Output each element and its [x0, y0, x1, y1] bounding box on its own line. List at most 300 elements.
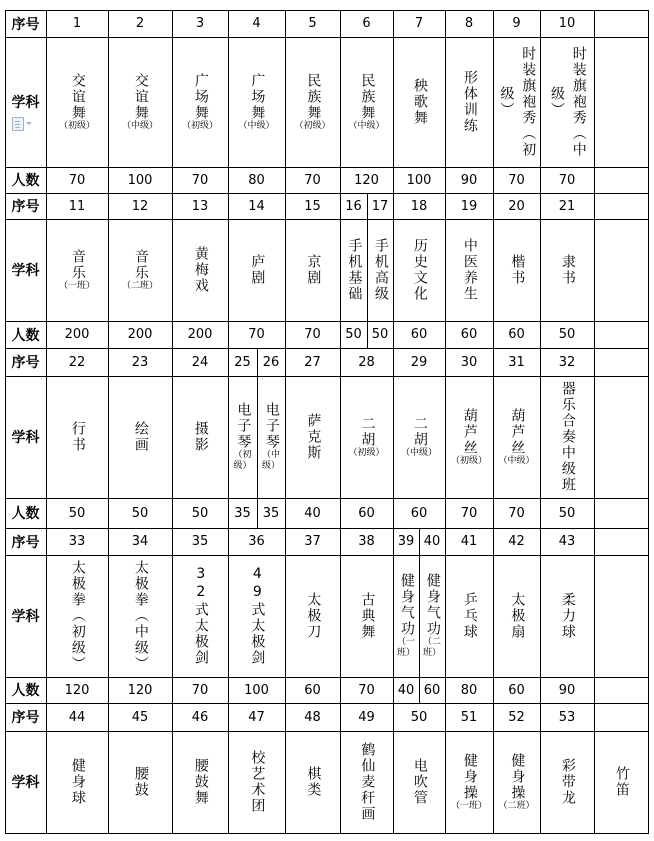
- seq-number-text: 30: [460, 354, 478, 370]
- subject-name: 二胡: [359, 415, 376, 448]
- subject-level: （二班）: [498, 800, 535, 811]
- seq-number-text: 50: [410, 709, 428, 725]
- subject-cell: [445, 376, 493, 498]
- subject-cell: [540, 376, 594, 498]
- seq-number: [340, 193, 367, 219]
- seq-number-text: 15: [304, 198, 321, 214]
- col-line: [594, 348, 595, 528]
- enrollment-count: [393, 321, 445, 348]
- enrollment-count: [108, 498, 172, 528]
- subject-cell: [493, 219, 540, 321]
- subject-cell: [445, 219, 493, 321]
- seq-number: [257, 348, 285, 376]
- subject-label-text: 学科: [11, 95, 40, 111]
- subject-level: （中级）: [498, 455, 535, 466]
- document-icon[interactable]: [12, 117, 24, 131]
- enrollment-count: [228, 498, 257, 528]
- enrollment-count: [445, 498, 493, 528]
- subject-cell: [340, 376, 393, 498]
- subject-level: （中级）: [348, 120, 385, 131]
- enrollment-count: [493, 321, 540, 348]
- seq-number: [393, 703, 445, 731]
- subject-cell: [445, 731, 493, 833]
- subject-cell: [108, 219, 172, 321]
- subject-cell: [594, 731, 648, 833]
- subject-name: 太极刀: [305, 592, 322, 640]
- enrollment-count-text: 60: [304, 682, 321, 698]
- enrollment-count-text: 120: [354, 172, 379, 188]
- border-line: [648, 348, 649, 528]
- seq-number: [493, 348, 540, 376]
- seq-number: [46, 10, 108, 37]
- enrollment-count-text: 90: [558, 682, 576, 698]
- enrollment-count: [257, 498, 285, 528]
- seq-number: [393, 193, 445, 219]
- enrollment-count-text: 200: [64, 327, 90, 342]
- subject-name: 庐剧: [249, 254, 266, 286]
- seq-number-text: 31: [508, 354, 525, 370]
- enrollment-count: [228, 321, 285, 348]
- subject-name: 广场舞: [249, 72, 266, 121]
- seq-number-text: 41: [460, 534, 478, 549]
- subject-name: 黄梅戏: [192, 246, 209, 294]
- enrollment-count: [393, 677, 419, 703]
- subject-name: 竹笛: [613, 766, 630, 798]
- col-line: [594, 528, 595, 703]
- seq-number: [493, 10, 540, 37]
- seq-number: [493, 193, 540, 219]
- subject-name: 民族舞: [305, 72, 322, 121]
- subject-label: [5, 376, 46, 498]
- enrollment-count-text: 70: [508, 505, 525, 521]
- enrollment-count: [285, 498, 340, 528]
- seq-number-text: 39: [397, 534, 415, 549]
- subject-label-text: 学科: [11, 775, 40, 791]
- subject-level: （中级）: [121, 120, 158, 131]
- subject-cell: [172, 555, 228, 677]
- subject-cell: [108, 376, 172, 498]
- subject-label-text: 学科: [11, 609, 40, 625]
- seq-number-text: 42: [508, 534, 525, 549]
- subject-name: 电吹管: [411, 758, 428, 806]
- seq-number: [445, 528, 493, 555]
- subject-cell: [257, 376, 285, 498]
- seq-number: [172, 703, 228, 731]
- enrollment-count: [445, 321, 493, 348]
- enrollment-count-text: 35: [234, 505, 251, 521]
- count-label: [5, 167, 46, 193]
- enrollment-count-text: 80: [248, 172, 265, 188]
- subject-cell: [493, 376, 540, 498]
- seq-number: [419, 528, 445, 555]
- enrollment-count-text: 50: [68, 505, 86, 521]
- subject-cell: [340, 37, 393, 167]
- seq-number-text: 13: [191, 198, 209, 214]
- seq-number: [540, 348, 594, 376]
- subject-level: （初级）: [58, 120, 95, 131]
- subject-cell: [172, 376, 228, 498]
- seq-number-text: 24: [191, 354, 209, 370]
- seq-label-text: 序号: [11, 534, 40, 551]
- seq-number-text: 51: [460, 709, 478, 725]
- seq-number: [172, 193, 228, 219]
- seq-label: [5, 193, 46, 219]
- enrollment-count-text: 200: [127, 327, 153, 342]
- subject-cell: [393, 555, 419, 677]
- seq-number-text: 48: [304, 709, 321, 725]
- subject-cell: [228, 37, 285, 167]
- subject-level: （初级）: [450, 455, 487, 466]
- subject-cell: [493, 37, 540, 167]
- enrollment-count: [419, 677, 445, 703]
- enrollment-count-text: 70: [508, 172, 525, 188]
- subject-name: 健身球: [69, 758, 86, 806]
- border-line: [648, 193, 649, 348]
- seq-number-text: 49: [358, 709, 375, 725]
- subject-cell: [540, 555, 594, 677]
- seq-number: [445, 703, 493, 731]
- subject-level: （中级）: [400, 447, 437, 458]
- enrollment-count-text: 70: [68, 172, 86, 188]
- subject-name: 时装旗袍秀（中级）: [549, 46, 587, 158]
- subject-name: 腰鼓: [132, 766, 149, 798]
- enrollment-count-text: 100: [406, 172, 432, 188]
- enrollment-count-text: 60: [410, 505, 428, 521]
- subject-name: 京剧: [305, 254, 322, 286]
- seq-number: [228, 193, 285, 219]
- subject-name: 行书: [69, 421, 86, 453]
- seq-number: [228, 10, 285, 37]
- enrollment-count: [340, 498, 393, 528]
- subject-name: 历史文化: [411, 238, 428, 302]
- seq-number: [285, 193, 340, 219]
- enrollment-count-text: 60: [460, 327, 478, 342]
- enrollment-count: [393, 167, 445, 193]
- subject-cell: [46, 731, 108, 833]
- seq-number-text: 8: [464, 16, 474, 31]
- subject-name: 彩带龙: [559, 758, 576, 806]
- seq-number-text: 53: [558, 709, 576, 725]
- subject-name: 柔力球: [559, 592, 576, 640]
- enrollment-count: [228, 677, 285, 703]
- subject-cell: [340, 219, 367, 321]
- enrollment-count-text: 50: [131, 505, 149, 521]
- subject-cell: [46, 219, 108, 321]
- subject-name: 二胡: [411, 415, 428, 448]
- seq-number-text: 35: [191, 534, 209, 549]
- enrollment-count-text: 60: [508, 682, 525, 698]
- seq-number-text: 17: [371, 198, 389, 214]
- subject-level: （初级）: [181, 120, 218, 131]
- seq-number-text: 4: [252, 16, 261, 31]
- enrollment-count-text: 70: [248, 327, 265, 342]
- subject-cell: [46, 376, 108, 498]
- enrollment-count: [540, 498, 594, 528]
- subject-level: （二班）: [121, 280, 158, 291]
- subject-cell: [108, 731, 172, 833]
- subject-name: 广场舞: [192, 72, 209, 121]
- enrollment-count-text: 70: [358, 682, 375, 698]
- seq-number-text: 1: [72, 16, 82, 31]
- seq-number-text: 34: [131, 534, 149, 549]
- seq-number: [285, 348, 340, 376]
- seq-number-text: 18: [410, 198, 428, 214]
- subject-cell: [172, 731, 228, 833]
- seq-number: [228, 703, 285, 731]
- seq-number: [540, 193, 594, 219]
- subject-cell: [46, 37, 108, 167]
- subject-level: （初级）: [233, 450, 252, 471]
- enrollment-count: [172, 677, 228, 703]
- seq-number-text: 38: [358, 534, 375, 549]
- col-line: [594, 10, 595, 193]
- subject-name: 手机高级: [372, 238, 389, 302]
- subject-cell: [367, 219, 393, 321]
- enrollment-count: [285, 167, 340, 193]
- count-label-text: 人数: [11, 327, 40, 344]
- enrollment-count-text: 60: [358, 505, 375, 521]
- subject-name: 健身气功: [424, 573, 441, 638]
- enrollment-count: [172, 321, 228, 348]
- seq-number: [445, 193, 493, 219]
- subject-name: 32式太极剑: [192, 566, 209, 666]
- subject-name: 健身操: [509, 752, 526, 801]
- seq-label-text: 序号: [11, 199, 40, 215]
- enrollment-count-text: 35: [262, 505, 280, 521]
- subject-name: 交谊舞: [69, 72, 86, 121]
- subject-cell: [340, 555, 393, 677]
- subject-name: 太极扇: [509, 592, 526, 640]
- enrollment-count: [228, 167, 285, 193]
- subject-level: （中级）: [238, 120, 275, 131]
- subject-cell: [285, 219, 340, 321]
- enrollment-count: [172, 498, 228, 528]
- seq-label: [5, 10, 46, 37]
- seq-number: [493, 703, 540, 731]
- seq-label: [5, 703, 46, 731]
- enrollment-count: [445, 677, 493, 703]
- enrollment-count: [46, 498, 108, 528]
- enrollment-count-text: 50: [558, 327, 576, 342]
- seq-number-text: 32: [558, 354, 576, 370]
- seq-number: [228, 528, 285, 555]
- seq-number-text: 46: [191, 709, 209, 725]
- enrollment-count-text: 90: [460, 172, 478, 188]
- enrollment-count-text: 40: [397, 682, 415, 698]
- subject-level: （初级）: [294, 120, 331, 131]
- subject-cell: [172, 37, 228, 167]
- enrollment-count-text: 50: [345, 327, 362, 342]
- subject-name: 音乐: [69, 248, 86, 281]
- seq-number: [340, 528, 393, 555]
- seq-number-text: 45: [131, 709, 149, 725]
- seq-label: [5, 528, 46, 555]
- seq-number: [108, 703, 172, 731]
- enrollment-count: [46, 167, 108, 193]
- subject-cell: [493, 731, 540, 833]
- enrollment-count: [493, 498, 540, 528]
- enrollment-count-text: 70: [460, 505, 478, 521]
- subject-name: 葫芦丝: [509, 407, 526, 456]
- subject-cell: [228, 731, 285, 833]
- subject-cell: [540, 37, 594, 167]
- seq-label-text: 序号: [11, 16, 40, 33]
- subject-cell: [445, 37, 493, 167]
- seq-number-text: 7: [414, 16, 424, 31]
- enrollment-count: [46, 321, 108, 348]
- subject-cell: [285, 376, 340, 498]
- subject-name: 手机基础: [346, 238, 363, 302]
- seq-number-text: 11: [68, 198, 86, 214]
- seq-number-text: 44: [68, 709, 86, 725]
- seq-number-text: 6: [362, 16, 371, 31]
- seq-number-text: 14: [248, 198, 265, 214]
- enrollment-count: [108, 167, 172, 193]
- subject-name: 乒乓球: [461, 592, 478, 640]
- enrollment-count: [540, 167, 594, 193]
- seq-number-text: 25: [234, 354, 251, 370]
- count-label: [5, 498, 46, 528]
- enrollment-count-text: 70: [304, 327, 321, 342]
- seq-number: [285, 528, 340, 555]
- enrollment-count-text: 70: [191, 682, 209, 698]
- seq-number: [340, 703, 393, 731]
- subject-name: 腰鼓舞: [192, 758, 209, 806]
- subject-name: 摄影: [192, 421, 209, 453]
- enrollment-count-text: 120: [127, 682, 153, 698]
- subject-name: 棋类: [305, 766, 322, 798]
- subject-level: （一班）: [396, 637, 415, 658]
- subject-cell: [108, 555, 172, 677]
- seq-number: [340, 348, 393, 376]
- enrollment-count: [172, 167, 228, 193]
- subject-cell: [445, 555, 493, 677]
- subject-cell: [285, 731, 340, 833]
- enrollment-count: [493, 167, 540, 193]
- subject-cell: [172, 219, 228, 321]
- seq-number-text: 19: [460, 198, 478, 214]
- subject-name: 秧歌舞: [411, 78, 428, 126]
- seq-number-text: 12: [131, 198, 149, 214]
- enrollment-count-text: 100: [127, 172, 153, 188]
- border-line: [648, 10, 649, 193]
- subject-name: 49式太极剑: [249, 566, 266, 666]
- subject-name: 鹤仙麦秆画: [359, 742, 376, 822]
- seq-number: [285, 10, 340, 37]
- count-label-text: 人数: [11, 506, 40, 522]
- enrollment-count: [540, 321, 594, 348]
- subject-name: 中医养生: [461, 238, 478, 302]
- seq-number: [540, 10, 594, 37]
- enrollment-count-text: 50: [371, 327, 389, 342]
- seq-number: [540, 703, 594, 731]
- seq-number-text: 47: [248, 709, 265, 725]
- seq-number-text: 33: [68, 534, 86, 549]
- enrollment-count: [367, 321, 393, 348]
- enrollment-count: [340, 167, 393, 193]
- seq-number-text: 43: [558, 534, 576, 549]
- seq-number: [340, 10, 393, 37]
- seq-number: [445, 348, 493, 376]
- enrollment-count: [445, 167, 493, 193]
- subject-name: 电子琴: [263, 402, 280, 451]
- subject-name: 古典舞: [359, 592, 376, 640]
- seq-label-text: 序号: [11, 355, 40, 371]
- subject-name: 太极拳（中级）: [132, 560, 149, 672]
- col-line: [594, 193, 595, 348]
- seq-number: [172, 348, 228, 376]
- subject-cell: [108, 37, 172, 167]
- seq-number: [493, 528, 540, 555]
- seq-number: [445, 10, 493, 37]
- subject-cell: [493, 555, 540, 677]
- enrollment-count-text: 80: [460, 682, 478, 698]
- subject-name: 时装旗袍秀（初级）: [498, 46, 537, 158]
- enrollment-count-text: 50: [191, 505, 209, 521]
- seq-number-text: 16: [345, 198, 362, 214]
- seq-number: [46, 528, 108, 555]
- subject-cell: [393, 219, 445, 321]
- seq-number-text: 36: [248, 534, 265, 549]
- seq-number: [46, 348, 108, 376]
- border-line: [648, 528, 649, 703]
- enrollment-count: [108, 321, 172, 348]
- subject-name: 音乐: [132, 248, 149, 281]
- subject-level: （二班）: [422, 637, 441, 658]
- seq-number-text: 22: [68, 354, 86, 370]
- subject-name: 葫芦丝: [461, 407, 478, 456]
- enrollment-count: [46, 677, 108, 703]
- enrollment-count: [108, 677, 172, 703]
- subject-name: 民族舞: [359, 72, 376, 121]
- subject-label-text: 学科: [11, 430, 40, 446]
- subject-cell: [393, 376, 445, 498]
- enrollment-count-text: 70: [304, 172, 321, 188]
- subject-name: 绘画: [132, 421, 149, 453]
- seq-number-text: 9: [512, 16, 521, 31]
- chevron-down-icon[interactable]: [26, 122, 32, 125]
- subject-level: （一班）: [450, 800, 487, 811]
- seq-number-text: 23: [131, 354, 149, 370]
- seq-number-text: 20: [508, 198, 525, 214]
- count-label: [5, 321, 46, 348]
- enrollment-count-text: 100: [244, 682, 269, 698]
- enrollment-count-text: 60: [423, 682, 441, 698]
- subject-name: 电子琴: [235, 402, 252, 451]
- subject-level: （一班）: [58, 280, 95, 291]
- enrollment-count: [493, 677, 540, 703]
- subject-cell: [540, 219, 594, 321]
- subject-name: 交谊舞: [132, 72, 149, 121]
- seq-number-text: 5: [308, 16, 317, 31]
- col-line: [648, 703, 649, 833]
- seq-number: [540, 528, 594, 555]
- seq-number-text: 21: [558, 198, 576, 214]
- enrollment-count-text: 70: [558, 172, 576, 188]
- subject-cell: [285, 555, 340, 677]
- seq-number-text: 10: [558, 16, 576, 31]
- subject-cell: [285, 37, 340, 167]
- count-label: [5, 677, 46, 703]
- seq-number-text: 27: [304, 354, 321, 370]
- seq-number-text: 29: [410, 354, 428, 370]
- count-label-text: 人数: [11, 683, 40, 699]
- seq-number-text: 2: [135, 16, 145, 31]
- subject-name: 器乐合奏中级班: [559, 381, 576, 493]
- subject-cell: [228, 376, 257, 498]
- subject-label-text: 学科: [11, 263, 40, 279]
- subject-name: 健身操: [461, 752, 478, 801]
